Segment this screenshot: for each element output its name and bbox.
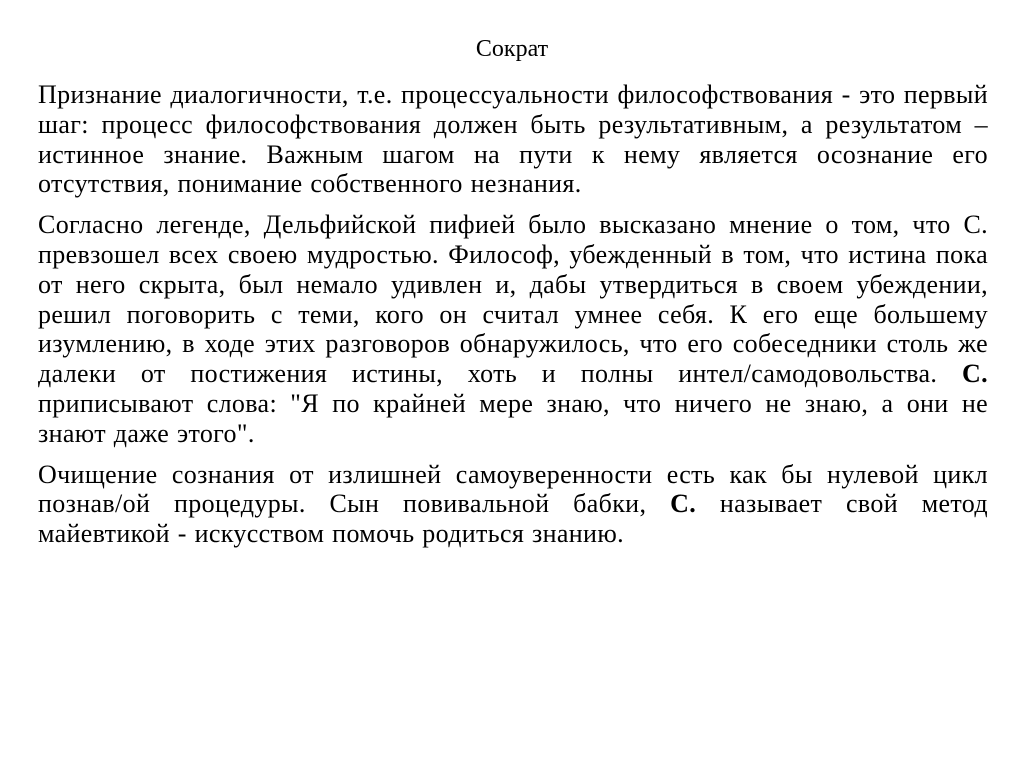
slide-body bbox=[38, 80, 988, 560]
paragraph-3-bold-name: С. bbox=[670, 489, 697, 519]
paragraph-2-text-start: Согласно легенде, Дельфийской пифией было высказано мнение о том, что С. превзошел всех своею мудростью. Философ, убежденный в том, что истина пока от него скрыта, был немало удивлен и, дабы утвердиться в своем убеждении, решил поговорить с теми, кого он считал умнее себя. К его еще большему изумлению, в ходе этих разговоров обнаружилось, что его собеседники столь же далеки от постижения истины, хоть и полны интел/самодовольства. bbox=[38, 210, 988, 389]
paragraph-3 bbox=[38, 460, 988, 549]
paragraph-2-text-end: приписывают слова: "Я по крайней мере знаю, что ничего не знаю, а они не знают даже этого". bbox=[38, 388, 988, 448]
paragraph-1 bbox=[38, 80, 988, 199]
paragraph-3-text-end: называет свой метод майевтикой - искусством помочь родиться знанию. bbox=[38, 489, 988, 549]
paragraph-2 bbox=[38, 210, 988, 448]
paragraph-3-text-start: Очищение сознания от излишней самоуверенности есть как бы нулевой цикл познав/ой процедуры. Сын повивальной бабки, bbox=[38, 459, 988, 519]
slide-title: Сократ bbox=[475, 36, 549, 62]
paragraph-1-text: Признание диалогичности, т.е. процессуальности философствования - это первый шаг: процесс философствования должен быть результативным, а результатом – истинное знание. Важным шагом на пути к нему является осознание его отсутствия, понимание собственного незнания. bbox=[38, 80, 988, 199]
paragraph-2-bold-name: С. bbox=[962, 359, 988, 389]
